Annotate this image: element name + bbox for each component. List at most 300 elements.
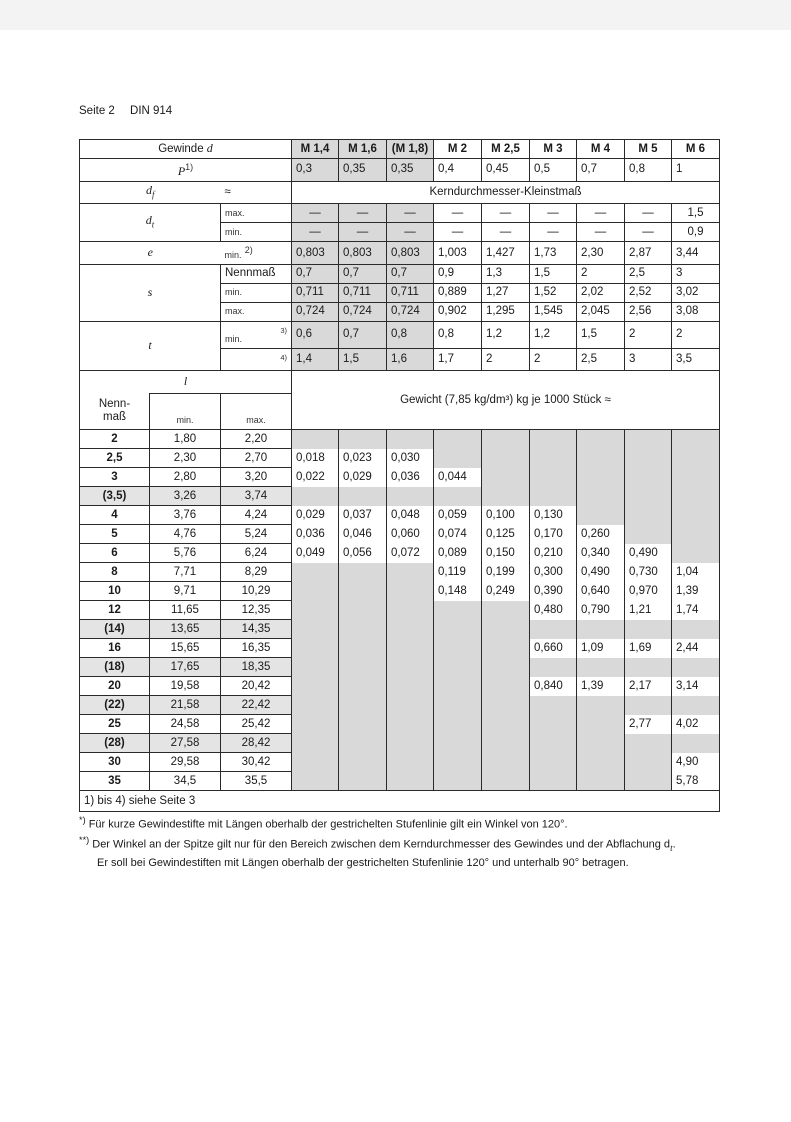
page-number: Seite 2 [79, 105, 115, 117]
weight-value [530, 753, 577, 772]
weight-value: 0,480 [530, 601, 577, 620]
weight-value [482, 468, 530, 487]
gewicht-label: Gewicht (7,85 kg/dm³) kg je 1000 Stück ≈ [292, 370, 720, 430]
min-label: min. [150, 393, 221, 430]
length-nennmass: 20 [80, 677, 150, 696]
s-value: 0,889 [434, 283, 482, 302]
t-value: 2,5 [577, 348, 625, 370]
weight-value: 0,840 [530, 677, 577, 696]
length-max: 20,42 [221, 677, 292, 696]
page-header [79, 105, 184, 117]
length-max: 3,20 [221, 468, 292, 487]
t-value: 0,8 [387, 321, 434, 348]
weight-value: 1,09 [577, 639, 625, 658]
s-value: 0,902 [434, 302, 482, 321]
weight-value [625, 696, 672, 715]
weight-value: 0,730 [625, 563, 672, 582]
footnote-3 [79, 856, 739, 871]
t-value: 1,6 [387, 348, 434, 370]
weight-value [625, 449, 672, 468]
dt-sub: t [151, 219, 155, 230]
weight-value [530, 715, 577, 734]
weight-value [625, 658, 672, 677]
t-value: 0,8 [434, 321, 482, 348]
weight-value [387, 715, 434, 734]
dt-label [80, 204, 221, 242]
weight-value [434, 677, 482, 696]
table-row [80, 264, 720, 283]
weight-value: 0,640 [577, 582, 625, 601]
weight-value [434, 696, 482, 715]
weight-value [530, 734, 577, 753]
s-value: 0,7 [339, 264, 387, 283]
table-row [80, 506, 720, 525]
length-min: 17,65 [150, 658, 221, 677]
length-min: 21,58 [150, 696, 221, 715]
footnote-2-sub: t [670, 842, 673, 853]
weight-value [530, 772, 577, 791]
weight-value [482, 487, 530, 506]
weight-value: 5,78 [672, 772, 720, 791]
length-max: 28,42 [221, 734, 292, 753]
weight-value [339, 753, 387, 772]
weight-value [387, 582, 434, 601]
length-max: 5,24 [221, 525, 292, 544]
gewinde-var: d [206, 141, 213, 155]
length-nennmass: 2,5 [80, 449, 150, 468]
weight-value [292, 582, 339, 601]
weight-value [482, 449, 530, 468]
table-row [80, 525, 720, 544]
weight-value: 0,390 [530, 582, 577, 601]
weight-value: 0,023 [339, 449, 387, 468]
table-row [80, 204, 720, 223]
length-min: 13,65 [150, 620, 221, 639]
weight-value [530, 468, 577, 487]
weight-value [625, 620, 672, 639]
dt-var: d [145, 212, 152, 227]
weight-value: 0,036 [292, 525, 339, 544]
table-row [80, 677, 720, 696]
table-row [80, 753, 720, 772]
weight-value [482, 696, 530, 715]
pitch-value: 0,8 [625, 159, 672, 182]
weight-value [292, 696, 339, 715]
weight-value [339, 772, 387, 791]
s-value: 1,545 [530, 302, 577, 321]
table-row [80, 430, 720, 449]
top-band [0, 0, 791, 30]
weight-value [387, 620, 434, 639]
weight-value [672, 544, 720, 563]
weight-value [482, 601, 530, 620]
footnote-2-text: Der Winkel an der Spitze gilt nur für den Bereich zwischen dem Kerndurchmesser des Gewindes und der Abflachung d [92, 838, 671, 851]
weight-value: 1,74 [672, 601, 720, 620]
weight-value [672, 487, 720, 506]
length-nennmass: 30 [80, 753, 150, 772]
s-label [80, 264, 221, 321]
table-row [80, 601, 720, 620]
weight-value: 0,130 [530, 506, 577, 525]
t-value: 1,4 [292, 348, 339, 370]
weight-value [339, 563, 387, 582]
table-row [80, 772, 720, 791]
length-max: 12,35 [221, 601, 292, 620]
length-max: 35,5 [221, 772, 292, 791]
length-nennmass: (22) [80, 696, 150, 715]
dimension-table [79, 139, 720, 812]
standard-number: DIN 914 [130, 105, 173, 117]
weight-value [292, 753, 339, 772]
max-label: max. [221, 393, 292, 430]
weight-value [577, 696, 625, 715]
weight-value: 0,089 [434, 544, 482, 563]
e-sup: 2) [244, 245, 253, 256]
weight-value [672, 506, 720, 525]
weight-value: 0,060 [387, 525, 434, 544]
length-min: 11,65 [150, 601, 221, 620]
weight-value [482, 753, 530, 772]
weight-value: 2,77 [625, 715, 672, 734]
weight-value [577, 772, 625, 791]
dt-kind: max. [221, 204, 292, 223]
weight-value: 0,249 [482, 582, 530, 601]
e-value: 2,30 [577, 242, 625, 265]
weight-value: 0,072 [387, 544, 434, 563]
length-max: 25,42 [221, 715, 292, 734]
length-nennmass: 8 [80, 563, 150, 582]
weight-value [339, 582, 387, 601]
weight-value [292, 734, 339, 753]
length-max: 18,35 [221, 658, 292, 677]
size-header: (M 1,8) [387, 140, 434, 159]
length-min: 29,58 [150, 753, 221, 772]
s-value: 1,27 [482, 283, 530, 302]
weight-value: 0,029 [339, 468, 387, 487]
e-value: 0,803 [339, 242, 387, 265]
pitch-value: 0,45 [482, 159, 530, 182]
length-max: 16,35 [221, 639, 292, 658]
table-row [80, 370, 720, 393]
t-value: 1,2 [530, 321, 577, 348]
e-value: 0,803 [292, 242, 339, 265]
t-kind [221, 348, 292, 370]
table-row [80, 639, 720, 658]
s-value: 0,7 [387, 264, 434, 283]
weight-value [434, 639, 482, 658]
length-min: 2,30 [150, 449, 221, 468]
size-header: M 4 [577, 140, 625, 159]
length-max: 8,29 [221, 563, 292, 582]
dt-value: — [530, 204, 577, 223]
weight-value [387, 696, 434, 715]
length-max: 22,42 [221, 696, 292, 715]
t-sup: 4) [280, 352, 287, 362]
weight-value [577, 620, 625, 639]
length-nennmass: 25 [80, 715, 150, 734]
pitch-var: P [177, 163, 186, 178]
weight-value [292, 639, 339, 658]
weight-value: 4,02 [672, 715, 720, 734]
footnote-3-text: Er soll bei Gewindestiften mit Längen oberhalb der gestrichelten Stufenlinie 120° und unterhalb 90° betragen. [97, 856, 629, 869]
length-min: 15,65 [150, 639, 221, 658]
s-value: 1,52 [530, 283, 577, 302]
t-value: 2 [625, 321, 672, 348]
dt-value: — [577, 223, 625, 242]
e-kind [221, 242, 292, 265]
weight-value [434, 601, 482, 620]
dt-value: — [292, 223, 339, 242]
s-value: 3 [672, 264, 720, 283]
dt-value: — [625, 204, 672, 223]
weight-value: 0,044 [434, 468, 482, 487]
table-row [80, 658, 720, 677]
pitch-value: 0,7 [577, 159, 625, 182]
weight-value [434, 734, 482, 753]
length-nennmass: (28) [80, 734, 150, 753]
t-value: 0,6 [292, 321, 339, 348]
weight-value [387, 430, 434, 449]
s-kind: max. [221, 302, 292, 321]
t-value: 3,5 [672, 348, 720, 370]
weight-value [339, 658, 387, 677]
dt-value: — [530, 223, 577, 242]
weight-value [530, 620, 577, 639]
weight-value [339, 696, 387, 715]
weight-value [387, 639, 434, 658]
weight-value: 0,074 [434, 525, 482, 544]
weight-value [339, 487, 387, 506]
weight-value [625, 772, 672, 791]
weight-value [434, 449, 482, 468]
weight-value [625, 430, 672, 449]
length-nennmass: 5 [80, 525, 150, 544]
weight-value [387, 753, 434, 772]
s-value: 2,02 [577, 283, 625, 302]
df-text: Kerndurchmesser-Kleinstmaß [292, 181, 720, 203]
length-nennmass: 10 [80, 582, 150, 601]
weight-value [577, 734, 625, 753]
pitch-label [80, 159, 292, 182]
table-row [80, 159, 720, 182]
s-value: 2,52 [625, 283, 672, 302]
pitch-value: 0,35 [339, 159, 387, 182]
weight-value [339, 430, 387, 449]
df-label [80, 181, 221, 203]
weight-value [482, 658, 530, 677]
weight-value [387, 734, 434, 753]
t-value: 1,7 [434, 348, 482, 370]
dt-value: — [482, 204, 530, 223]
weight-value [672, 696, 720, 715]
table-row [80, 468, 720, 487]
weight-value [339, 620, 387, 639]
s-value: 3,08 [672, 302, 720, 321]
weight-value [625, 468, 672, 487]
footnote-1-mark: *) [79, 815, 86, 825]
pitch-value: 0,4 [434, 159, 482, 182]
s-value: 2,045 [577, 302, 625, 321]
weight-value [434, 715, 482, 734]
t-sup: 3) [280, 325, 287, 335]
weight-value [482, 715, 530, 734]
weight-value: 0,049 [292, 544, 339, 563]
weight-value: 0,100 [482, 506, 530, 525]
s-value: 1,5 [530, 264, 577, 283]
weight-value [482, 620, 530, 639]
s-value: 0,711 [339, 283, 387, 302]
length-min: 4,76 [150, 525, 221, 544]
weight-value [292, 601, 339, 620]
weight-value: 4,90 [672, 753, 720, 772]
nennmass-label: Nenn- maß [80, 393, 150, 430]
weight-value [530, 449, 577, 468]
weight-value: 0,059 [434, 506, 482, 525]
weight-value: 0,036 [387, 468, 434, 487]
weight-value [339, 601, 387, 620]
t-value: 1,2 [482, 321, 530, 348]
pitch-value: 0,35 [387, 159, 434, 182]
e-var: e [147, 245, 153, 260]
length-max: 30,42 [221, 753, 292, 772]
weight-value: 1,21 [625, 601, 672, 620]
weight-value: 0,148 [434, 582, 482, 601]
t-kind [221, 321, 292, 348]
weight-value: 1,39 [672, 582, 720, 601]
dt-value: — [625, 223, 672, 242]
t-value: 2 [672, 321, 720, 348]
length-min: 7,71 [150, 563, 221, 582]
footnote-2 [79, 833, 739, 856]
table-row [80, 734, 720, 753]
size-header: M 3 [530, 140, 577, 159]
weight-value: 0,210 [530, 544, 577, 563]
table-row [80, 321, 720, 348]
weight-value [434, 430, 482, 449]
weight-value [482, 430, 530, 449]
table-row [80, 487, 720, 506]
size-header: M 1,4 [292, 140, 339, 159]
weight-value [577, 430, 625, 449]
weight-value: 2,17 [625, 677, 672, 696]
weight-value [482, 677, 530, 696]
weight-value [292, 620, 339, 639]
weight-value [577, 487, 625, 506]
length-max: 3,74 [221, 487, 292, 506]
table-row [80, 715, 720, 734]
table-row [80, 242, 720, 265]
weight-value: 0,170 [530, 525, 577, 544]
weight-value [292, 715, 339, 734]
footnote-2-tail: . [672, 838, 676, 851]
gewinde-label [80, 140, 292, 159]
s-value: 0,7 [292, 264, 339, 283]
weight-value: 0,119 [434, 563, 482, 582]
weight-value: 0,018 [292, 449, 339, 468]
weight-value [577, 715, 625, 734]
weight-value [482, 734, 530, 753]
weight-value: 0,150 [482, 544, 530, 563]
s-value: 3,02 [672, 283, 720, 302]
weight-value [577, 658, 625, 677]
weight-value: 0,199 [482, 563, 530, 582]
length-nennmass: 16 [80, 639, 150, 658]
weight-value [672, 620, 720, 639]
length-nennmass: (14) [80, 620, 150, 639]
weight-value [387, 601, 434, 620]
s-value: 0,9 [434, 264, 482, 283]
table-row [80, 563, 720, 582]
length-min: 1,80 [150, 430, 221, 449]
dt-value: — [387, 204, 434, 223]
e-value: 2,87 [625, 242, 672, 265]
length-min: 3,26 [150, 487, 221, 506]
footnote-1-text: Für kurze Gewindestifte mit Längen oberhalb der gestrichelten Stufenlinie gilt ein Winkel von 120°. [88, 818, 568, 831]
t-min: min. [225, 333, 243, 344]
s-value: 1,295 [482, 302, 530, 321]
l-label [80, 370, 292, 393]
weight-value [387, 487, 434, 506]
weight-value [292, 772, 339, 791]
weight-value: 0,030 [387, 449, 434, 468]
weight-value: 0,790 [577, 601, 625, 620]
length-max: 10,29 [221, 582, 292, 601]
t-value: 2 [482, 348, 530, 370]
weight-value: 0,660 [530, 639, 577, 658]
weight-value [434, 658, 482, 677]
length-min: 2,80 [150, 468, 221, 487]
weight-value [672, 734, 720, 753]
weight-value [672, 468, 720, 487]
weight-value: 1,39 [577, 677, 625, 696]
weight-value: 0,048 [387, 506, 434, 525]
footnotes [79, 813, 739, 871]
weight-value [339, 715, 387, 734]
table-row [80, 181, 720, 203]
table-row [80, 791, 720, 812]
length-nennmass: 6 [80, 544, 150, 563]
s-value: 0,724 [339, 302, 387, 321]
weight-value [625, 734, 672, 753]
weight-value: 0,490 [577, 563, 625, 582]
weight-value: 2,44 [672, 639, 720, 658]
dt-value: — [387, 223, 434, 242]
length-min: 24,58 [150, 715, 221, 734]
table-row [80, 449, 720, 468]
dt-value: — [482, 223, 530, 242]
weight-value: 0,046 [339, 525, 387, 544]
t-value: 3 [625, 348, 672, 370]
weight-value: 0,022 [292, 468, 339, 487]
weight-value [625, 525, 672, 544]
pitch-value: 0,3 [292, 159, 339, 182]
df-approx: ≈ [221, 181, 292, 203]
weight-value [482, 772, 530, 791]
e-value: 1,73 [530, 242, 577, 265]
length-max: 2,70 [221, 449, 292, 468]
weight-value [577, 449, 625, 468]
pitch-value: 0,5 [530, 159, 577, 182]
length-nennmass: 35 [80, 772, 150, 791]
weight-value [292, 563, 339, 582]
weight-value: 1,69 [625, 639, 672, 658]
weight-value [339, 677, 387, 696]
weight-value: 0,970 [625, 582, 672, 601]
weight-value [482, 639, 530, 658]
dt-kind: min. [221, 223, 292, 242]
dt-value: — [434, 204, 482, 223]
length-min: 27,58 [150, 734, 221, 753]
